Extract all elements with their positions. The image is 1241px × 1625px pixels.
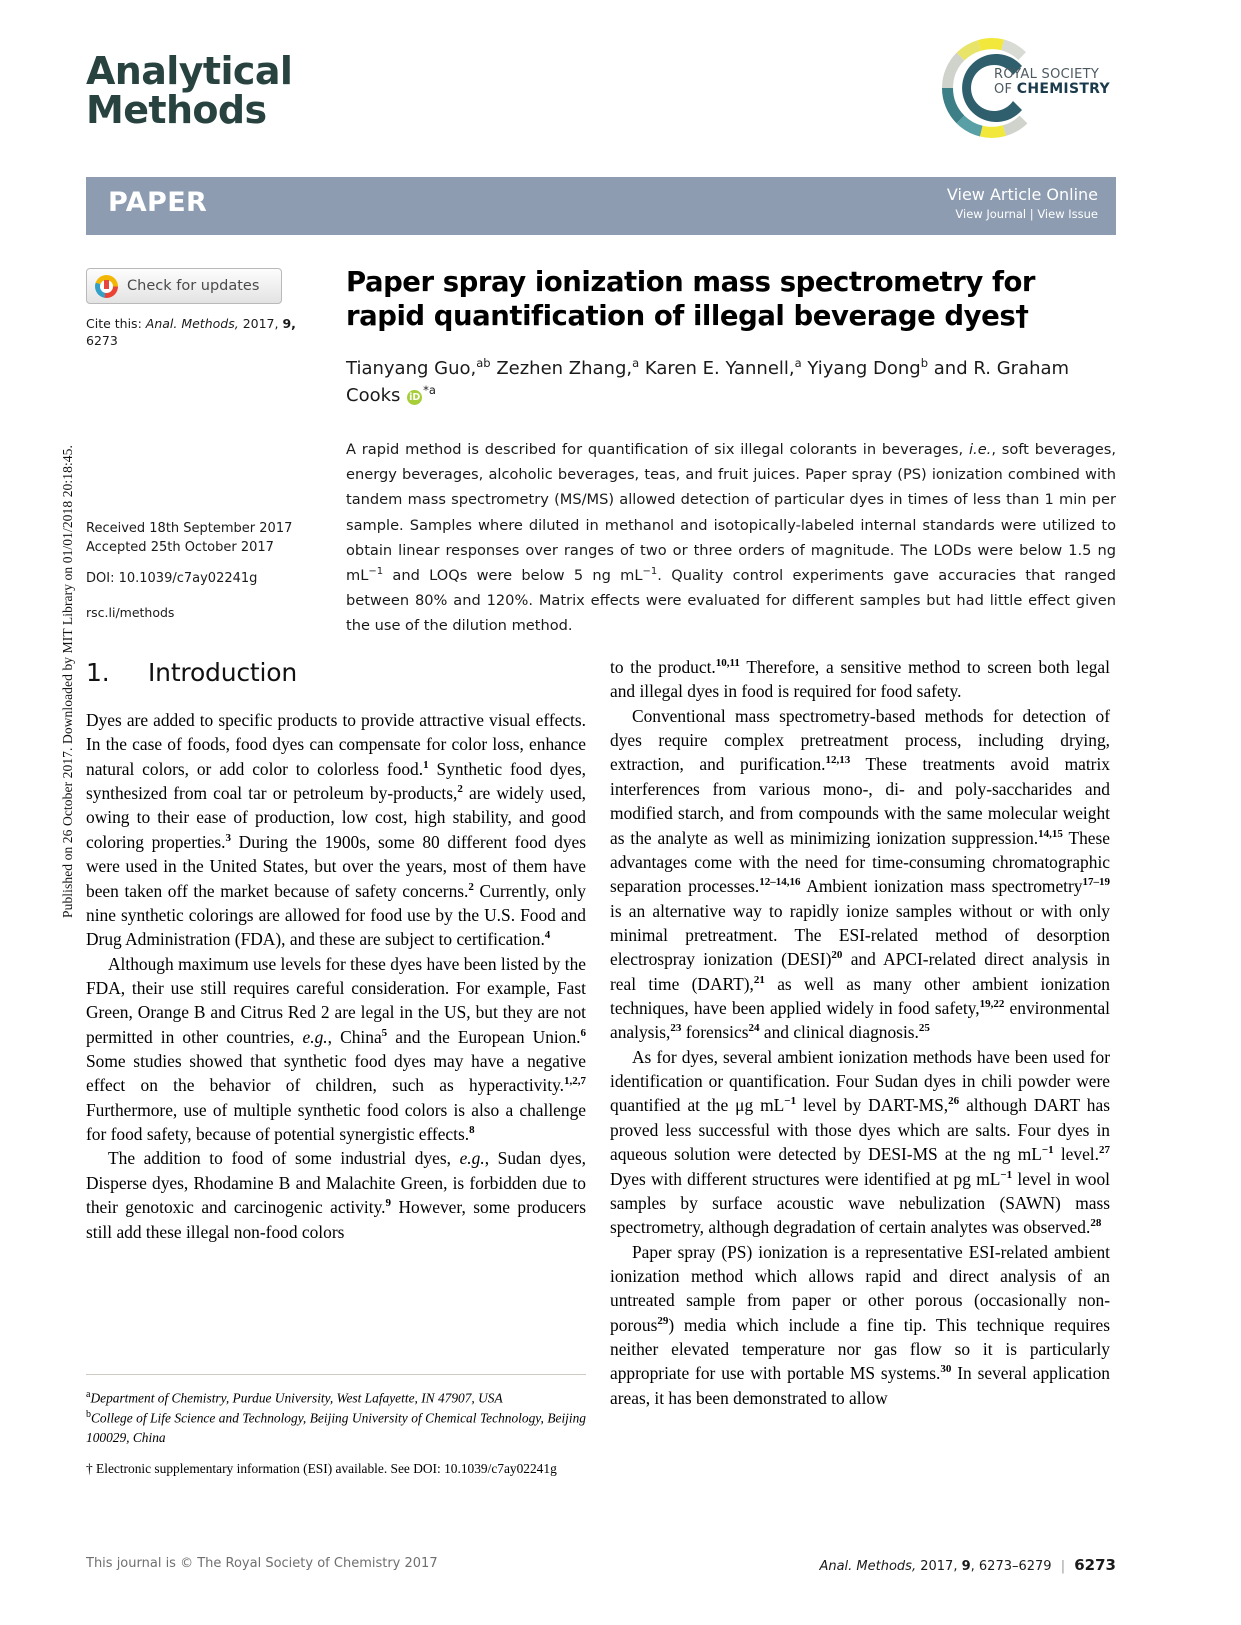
masthead — [86, 49, 1116, 162]
footnote-divider — [86, 1374, 586, 1375]
orcid-icon[interactable]: iD — [409, 392, 421, 404]
page-number: 6273 — [1074, 1556, 1116, 1574]
footer-separator: | — [1060, 1559, 1066, 1574]
esi-footnote[interactable]: † Electronic supplementary information (ESI) available. See DOI: 10.1039/c7ay02241g — [86, 1460, 557, 1476]
affiliation-a — [86, 1388, 586, 1408]
paragraph: As for dyes, several ambient ionization methods have been used for identification or quantification. Four Sudan dyes in chili powder were quantified at the μg $mL^{-1}$ level by DART-MS,$^{26}$ although DART has proved less successful with those dyes which are salts. Four dyes in aqueous solution were detected by DESI-MS at the ng $mL^{-1}$ level.$^{27}$ Dyes with different structures were identified at pg $mL^{-1}$ level in wool samples by surface acoustic wave nebulization (SAWN) mass spectrometry, although degradation of certain analytes was observed.$^{28}$ — [610, 1046, 1110, 1238]
copyright-line: This journal is © The Royal Society of Chemistry 2017 — [86, 1556, 438, 1571]
author-zezhen-zhang[interactable]: Zezhen Zhang,$^a$ — [496, 356, 640, 380]
author-tianyang-guo[interactable]: Tianyang Guo,$^{ab}$ — [346, 356, 491, 380]
journal-title-line-2: Methods — [86, 87, 267, 132]
paragraph: Paper spray (PS) ionization is a representative ESI-related ambient ionization method which allows rapid and direct analysis of an untreated sample from paper or other porous (occasionally non-porous$^{29}$) media which include a fine tip. This technique requires neither elevated temperature nor gas flow so it is particularly appropriate for use with portable MS systems.$^{30}$ In several application areas, it has been demonstrated to allow — [610, 1241, 1110, 1408]
doi-line[interactable]: DOI: 10.1039/c7ay02241g — [86, 571, 258, 586]
footer-pages: , 6273–6279 — [970, 1559, 1052, 1574]
rsc-logo-text — [994, 68, 1110, 97]
footnotes — [86, 1374, 586, 1478]
crossmark-check-for-updates-button[interactable] — [86, 268, 282, 304]
crossmark-icon — [95, 275, 118, 298]
cite-page: 6273 — [86, 332, 118, 348]
rsc-logo-line-1: ROYAL SOCIETY — [994, 67, 1100, 82]
corresponding-author-marker: *a — [423, 383, 436, 398]
paragraph: Dyes are added to specific products to provide attractive visual effects. In the case of foods, food dyes can compensate for color loss, enhance natural colors, or add color to colorless food.$^1$ Synthetic food dyes, synthesized from coal tar or petroleum by-products,$^2$ are widely used, owing to their ease of production, low cost, high stability, and good coloring properties.$^3$ During the 1900s, some 80 different food dyes were used in the United States, but over the years, most of them have been taken off the market because of safety concerns.$^2$ Currently, only nine synthetic colorings are allowed for food use by the U.S. Food and Drug Administration (FDA), and these are subject to certification.$^4$ — [86, 710, 586, 950]
royal-society-of-chemistry-logo — [936, 32, 1116, 152]
footer-journal: Anal. Methods, — [819, 1559, 917, 1574]
view-issue-link[interactable]: View Issue — [1037, 206, 1098, 221]
link-separator: | — [1029, 206, 1034, 221]
affiliation-a-marker: a — [86, 1389, 91, 1400]
affiliation-b-marker: b — [86, 1409, 91, 1421]
authors-conjunction: and — [933, 358, 968, 380]
citation-footer — [819, 1556, 1116, 1574]
body-column-left — [86, 655, 586, 1244]
article-type-label: PAPER — [108, 187, 208, 218]
section-heading-introduction — [86, 655, 586, 690]
download-stamp: Published on 26 October 2017. Downloaded by MIT Library on 01/01/2018 20:18:45. — [60, 445, 75, 918]
article-meta-column — [86, 268, 316, 620]
journal-title-line-1: Analytical — [86, 49, 293, 93]
cite-journal: Anal. Methods, — [145, 316, 239, 331]
paragraph: The addition to food of some industrial dyes, e.g., Sudan dyes, Disperse dyes, Rhodamine B and Malachite Green, is forbidden due to their genotoxic and carcinogenic activity.$^9$ However, some producers still add these illegal non-food colors — [86, 1148, 587, 1242]
received-date: Received 18th September 2017 — [86, 521, 293, 536]
rsc-logo-line-2 — [994, 82, 1110, 97]
cite-volume: 9, — [282, 316, 296, 331]
accepted-date: Accepted 25th October 2017 — [86, 539, 274, 555]
footer-year: 2017, — [920, 1559, 958, 1574]
author-yiyang-dong[interactable]: Yiyang Dong$^b$ — [807, 356, 929, 380]
view-journal-link[interactable]: View Journal — [955, 206, 1027, 221]
paragraph: to the product.$^{10,11}$ Therefore, a sensitive method to screen both legal and illegal dyes in food is required for food safety. — [610, 657, 1110, 702]
cite-prefix: Cite this: — [86, 316, 142, 331]
footer-volume: 9 — [961, 1559, 971, 1574]
body-column-right — [610, 655, 1110, 1410]
author-list — [346, 355, 1116, 409]
affiliation-b-text: College of Life Science and Technology, Beijing University of Chemical Technology, Beijing 100029, China — [86, 1410, 586, 1446]
view-journal-issue-links — [947, 206, 1098, 223]
section-title: Introduction — [148, 658, 297, 687]
author-karen-e-yannell[interactable]: Karen E. Yannell,$^a$ — [644, 356, 802, 380]
paragraph: Conventional mass spectrometry-based methods for detection of dyes require complex pretreatment process, including drying, extraction, and purification.$^{12,13}$ These treatments avoid matrix interferences from various mono-, di- and poly-saccharides and modified starch, and from compounds with the same molecular weight as the analyte as well as minimizing ionization suppression.$^{14,15}$ These advantages come with the need for time-consuming chromatographic separation processes.$^{12-14,16}$ Ambient ionization mass spectrometry$^{17-19}$ is an alternative way to rapidly ionize samples without or with only minimal pretreatment. The ESI-related method of desorption electrospray ionization (DESI)$^{20}$ and APCI-related direct analysis in real time (DART),$^{21}$ as well as many other ambient ionization techniques, have been applied widely in food safety,$^{19,22}$ environmental analysis,$^{23}$ forensics$^{24}$ and clinical diagnosis.$^{25}$ — [610, 705, 1111, 1043]
affiliation-a-text: Department of Chemistry, Purdue University, West Lafayette, IN 47907, USA — [90, 1390, 503, 1406]
article-type-banner — [86, 177, 1116, 235]
rsc-of: OF — [994, 82, 1017, 98]
online-links — [947, 185, 1098, 223]
view-article-online-link[interactable]: View Article Online — [946, 185, 1098, 204]
author-r-graham-cooks[interactable]: R. Graham Cooks — [346, 358, 1070, 407]
page-title: Paper spray ionization mass spectrometry for rapid quantification of illegal beverage dyes† — [346, 266, 1036, 332]
crossmark-label: Check for updates — [127, 278, 260, 294]
journal-url[interactable]: rsc.li/methods — [86, 605, 175, 620]
received-accepted-dates — [86, 520, 292, 558]
abstract: A rapid method is described for quantification of six illegal colorants in beverages, i.e., soft beverages, energy beverages, alcoholic beverages, teas, and fruit juices. Paper spray (PS) ionization combined with tandem mass spectrometry (MS/MS) allowed detection of particular dyes in times of less than 1 min per sample. Samples where diluted in methanol and isotopically-labeled internal standards were utilized to obtain linear responses over ranges of two or three orders of magnitude. The LODs were below 1.5 ng $mL^{-1}$ and LOQs were below 5 ng $mL^{-1}$. Quality control experiments gave accuracies that ranged between 80% and 120%. Matrix effects were evaluated for different samples but had little effect given the use of the dilution method. — [346, 441, 1116, 634]
article-header — [346, 266, 1116, 638]
paragraph: Although maximum use levels for these dyes have been listed by the FDA, their use still requires careful consideration. For example, Fast Green, Orange B and Citrus Red 2 are legal in the US, but they are not permitted in other countries, e.g., China$^5$ and the European Union.$^6$ Some studies showed that synthetic food dyes may have a negative effect on the behavior of children, such as hyperactivity.$^{1,2,7}$ Furthermore, use of multiple synthetic food colors is also a challenge for food safety, because of potential synergistic effects.$^8$ — [86, 953, 586, 1145]
cite-year: 2017, — [242, 316, 279, 331]
cite-this-line — [86, 316, 316, 350]
rsc-chemistry: CHEMISTRY — [1016, 81, 1110, 98]
affiliation-b — [86, 1408, 586, 1448]
section-number: 1. — [86, 658, 110, 687]
